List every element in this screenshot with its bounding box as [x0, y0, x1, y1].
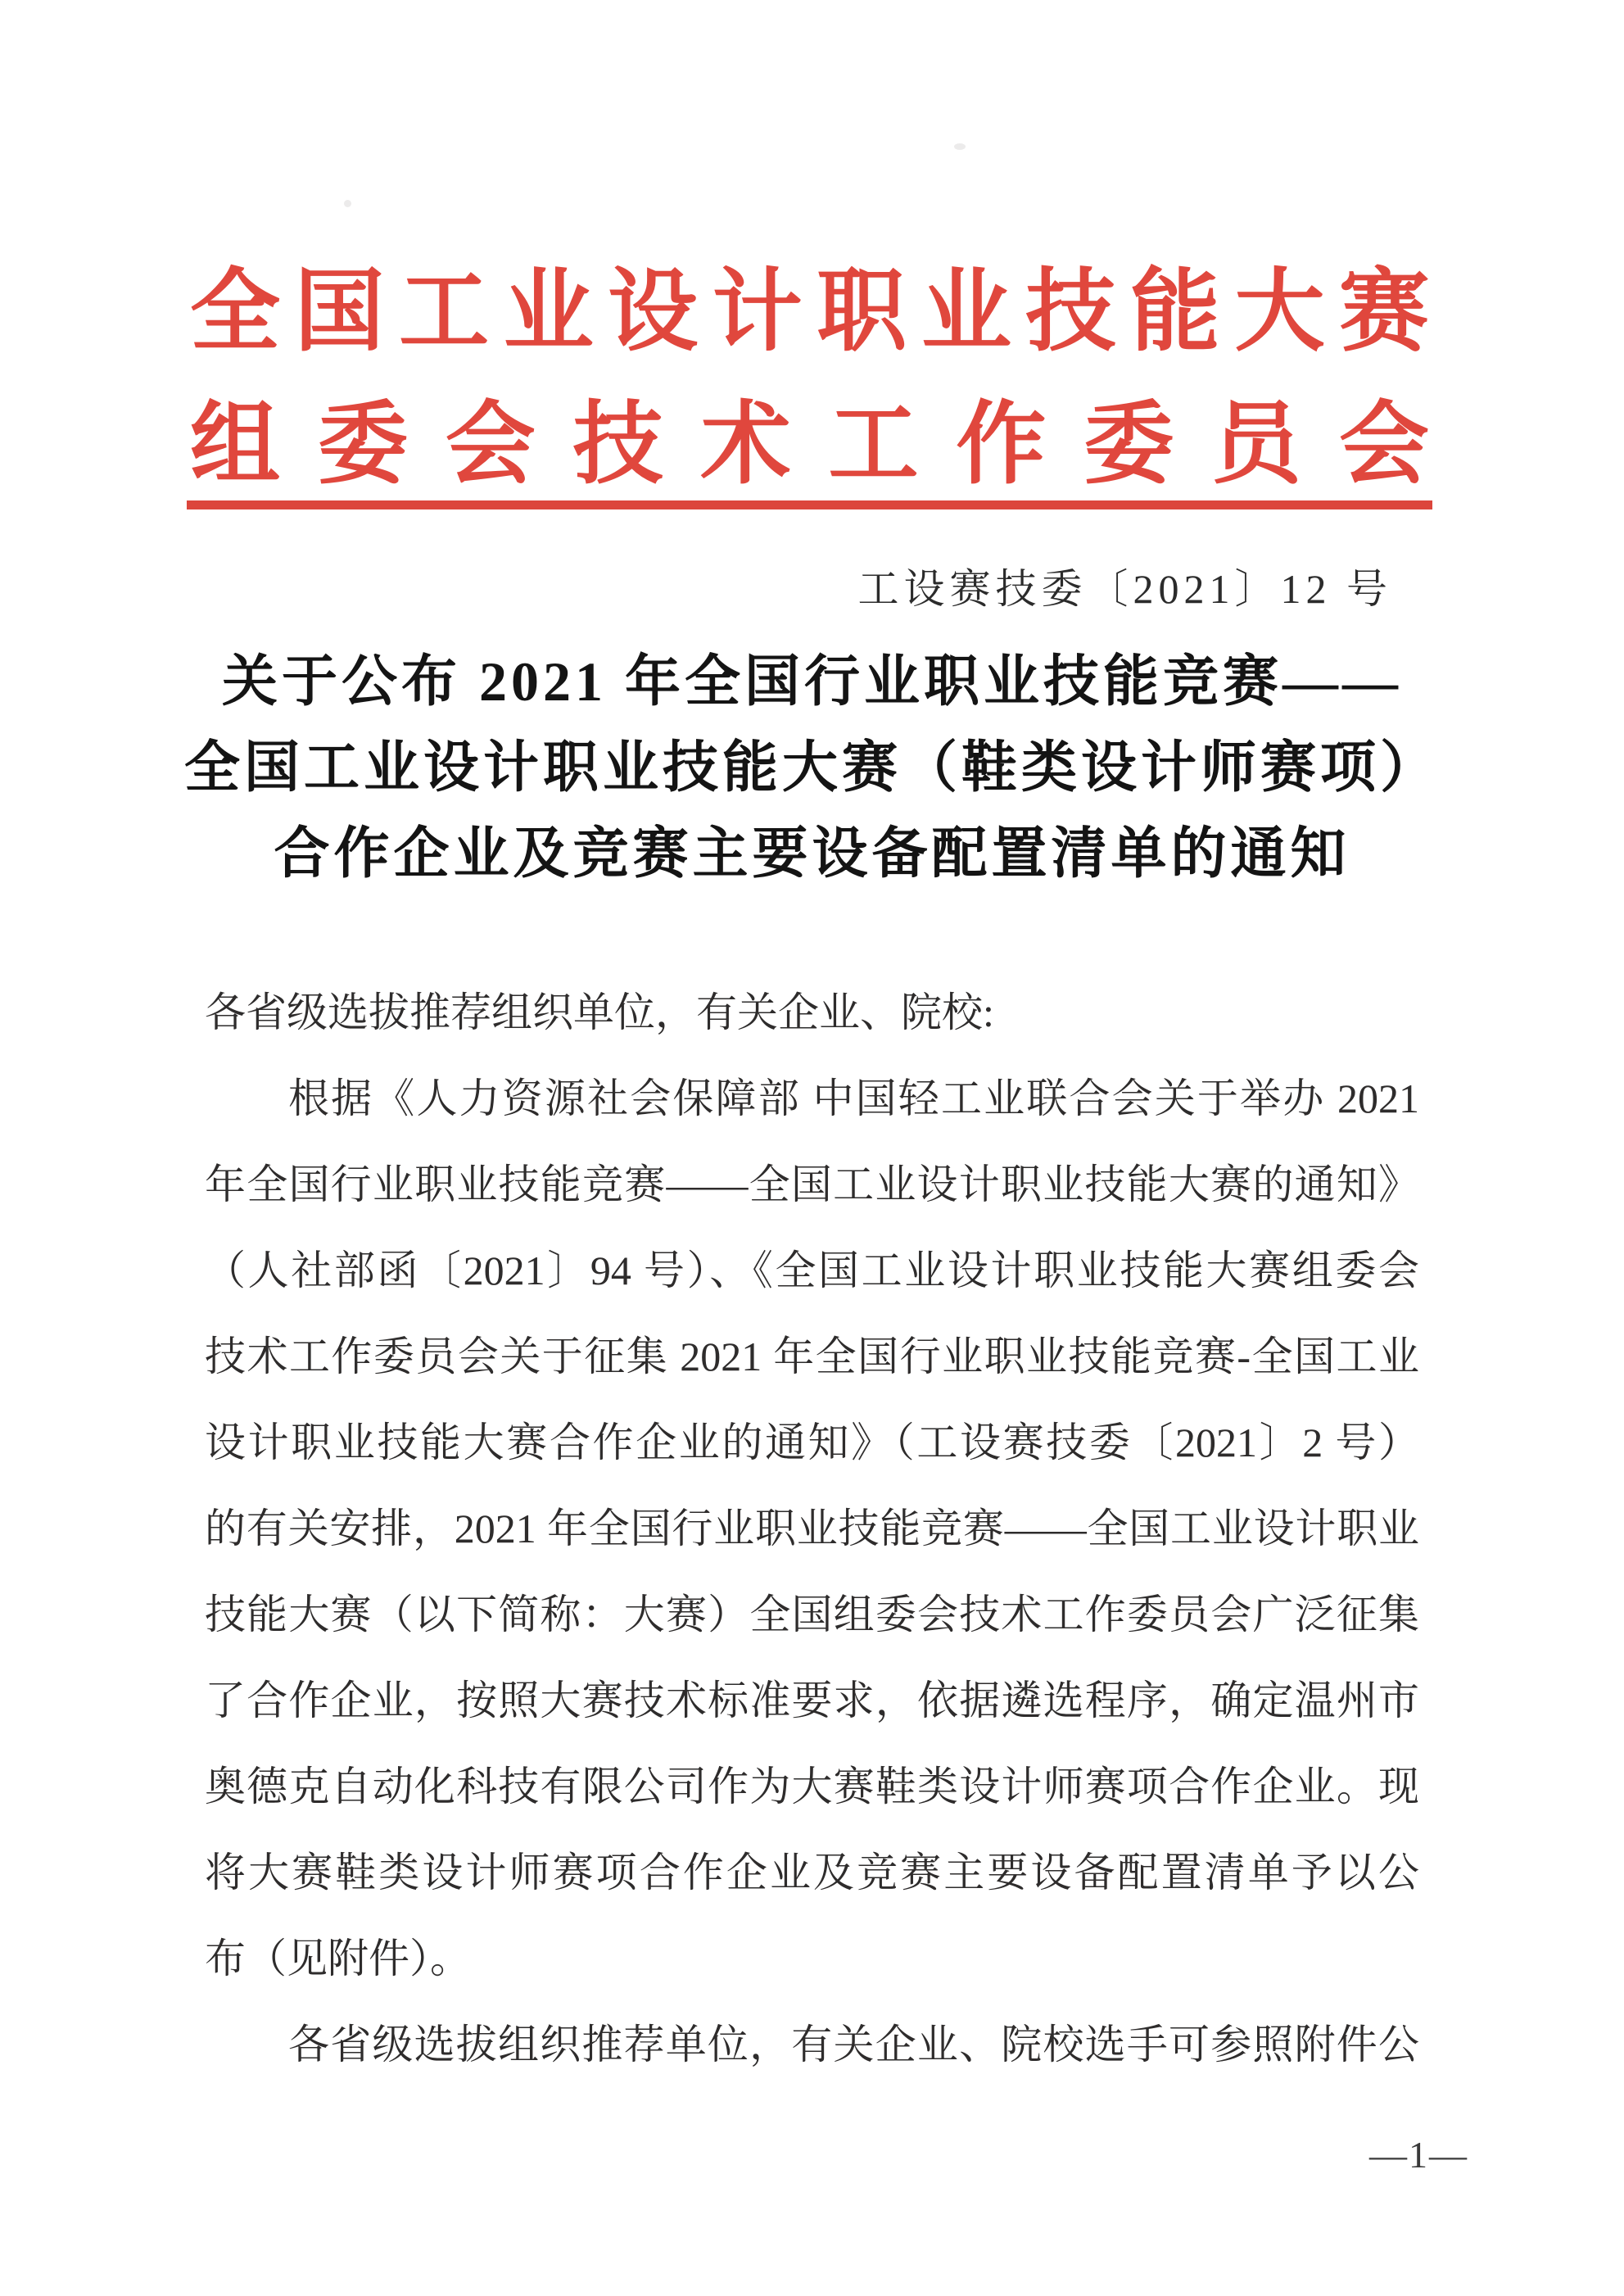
letterhead-divider: [187, 500, 1432, 509]
body-line: 各省级选拔组织推荐单位，有关企业、院校选手可参照附件公: [288, 2022, 1419, 2067]
agency-letterhead-line1: 全国工业设计职业技能大赛: [190, 262, 1429, 362]
body-line: 布（见附件）。: [205, 1936, 471, 1981]
body-line: 技术工作委员会关于征集 2021 年全国行业职业技能竞赛-全国工业: [205, 1334, 1419, 1379]
document-number: 工设赛技委〔2021〕12 号: [857, 566, 1392, 612]
salutation-line: 各省级选拔推荐组织单位，有关企业、院校:: [205, 989, 994, 1035]
body-line: 奥德克自动化科技有限公司作为大赛鞋类设计师赛项合作企业。现: [205, 1764, 1419, 1809]
notice-body: [205, 970, 1419, 2088]
body-line: 将大赛鞋类设计师赛项合作企业及竞赛主要设备配置清单予以公: [205, 1850, 1419, 1895]
page-number: —1—: [1369, 2134, 1468, 2176]
agency-letterhead: [190, 246, 1429, 511]
notice-title-line1: 关于公布 2021 年全国行业职业技能竞赛——: [221, 650, 1402, 713]
notice-title-line2: 全国工业设计职业技能大赛（鞋类设计师赛项）: [183, 736, 1440, 799]
body-line: 根据《人力资源社会保障部 中国轻工业联合会关于举办 2021: [288, 1076, 1419, 1121]
agency-letterhead-line2: 组委会技术工作委员会: [190, 395, 1429, 495]
body-line: 的有关安排，2021 年全国行业职业技能竞赛——全国工业设计职业: [205, 1506, 1419, 1551]
notice-title: [0, 639, 1624, 897]
body-line: 技能大赛（以下简称：大赛）全国组委会技术工作委员会广泛征集: [205, 1592, 1419, 1637]
body-line: （人社部函〔2021〕94 号）、《全国工业设计职业技能大赛组委会: [205, 1248, 1419, 1293]
body-line: 年全国行业职业技能竞赛——全国工业设计职业技能大赛的通知》: [205, 1162, 1419, 1207]
scan-artifact: [954, 143, 966, 150]
body-line: 了合作企业，按照大赛技术标准要求，依据遴选程序，确定温州市: [205, 1678, 1419, 1723]
notice-title-line3: 合作企业及竞赛主要设备配置清单的通知: [274, 822, 1350, 885]
body-line: 设计职业技能大赛合作企业的通知》（工设赛技委〔2021〕2 号）: [205, 1420, 1419, 1465]
scan-artifact: [344, 200, 351, 207]
